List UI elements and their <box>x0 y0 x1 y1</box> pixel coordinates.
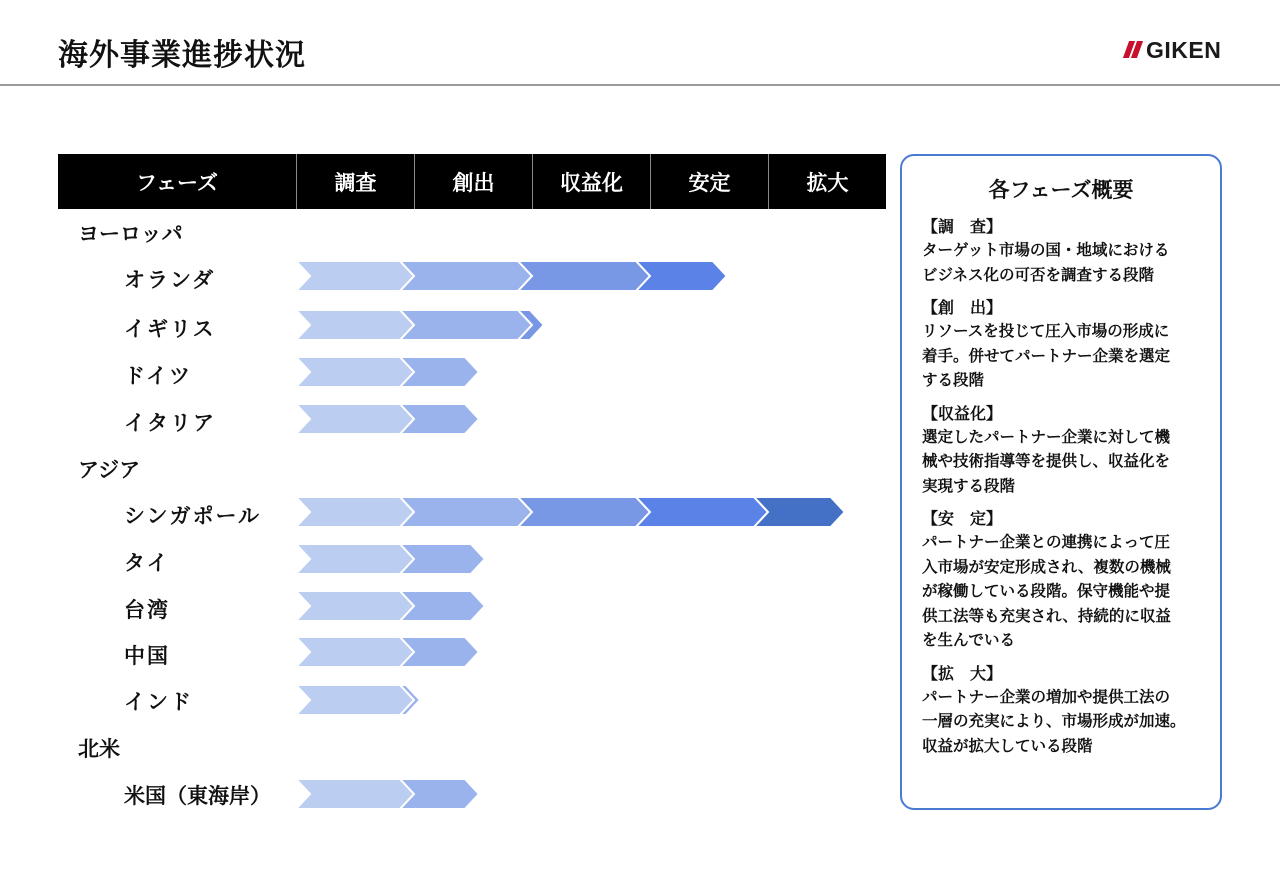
phase-chevron <box>400 261 532 291</box>
phase-chevron <box>518 497 650 527</box>
phase-summary-panel <box>900 154 1222 810</box>
phase-header-expansion: 拡大 <box>768 154 886 209</box>
summary-heading: 【収益化】 <box>922 403 1003 423</box>
phase-header-survey: 調査 <box>296 154 414 209</box>
summary-heading: 【創 出】 <box>922 298 1003 317</box>
summary-item-monetization <box>922 403 1212 499</box>
phase-chevron <box>296 685 414 715</box>
phase-chevron <box>400 310 532 340</box>
country-label: イギリス <box>124 317 216 341</box>
phase-chevron <box>400 544 485 574</box>
summary-desc: パートナー企業の増加や提供工法の 一層の充実により、市場形成が加速。 収益が拡大している段階 <box>922 687 1186 755</box>
country-label: インド <box>124 690 193 714</box>
country-label: 米国（東海岸） <box>124 784 271 808</box>
country-label: イタリア <box>124 411 216 435</box>
summary-heading: 【安 定】 <box>922 509 1003 528</box>
phase-chevron <box>296 357 414 387</box>
phase-chevron <box>754 497 845 527</box>
phase-chevron <box>296 497 414 527</box>
country-label: オランダ <box>124 268 216 292</box>
phase-chevron <box>400 591 485 621</box>
phase-header-creation: 創出 <box>414 154 532 209</box>
phase-header-stable: 安定 <box>650 154 768 209</box>
phase-chevron <box>296 544 414 574</box>
summary-desc: 選定したパートナー企業に対して機 械や技術指導等を提供し、収益化を 実現する段階 <box>922 427 1171 495</box>
summary-heading: 【拡 大】 <box>922 663 1003 683</box>
phase-chevron <box>518 261 650 291</box>
summary-desc: パートナー企業との連携によって圧 入市場が安定形成され、複数の機械 が稼働している段階。保守機能や提 供工法等も充実され、持続的に収益 を生んでいる <box>922 533 1171 649</box>
summary-heading: 【調 査】 <box>922 217 1003 236</box>
phase-chevron <box>296 637 414 667</box>
phase-header-label: フェーズ <box>136 170 218 195</box>
phase-chevron <box>636 497 768 527</box>
page-title: 海外事業進捗状況 <box>58 38 306 73</box>
country-label: ドイツ <box>124 364 192 388</box>
summary-item-stable <box>922 508 1212 653</box>
phase-chevron <box>296 404 414 434</box>
summary-desc: ターゲット市場の国・地域における ビジネス化の可否を調査する段階 <box>922 241 1170 284</box>
phase-chevron <box>636 261 727 291</box>
country-label: 中国 <box>124 644 170 668</box>
group-label-north-america: 北米 <box>78 737 120 761</box>
phase-chevron <box>296 261 414 291</box>
country-label: シンガポール <box>124 504 262 528</box>
summary-item-survey <box>922 216 1212 287</box>
group-label-europe: ヨーロッパ <box>78 222 183 246</box>
phase-header-monetization: 収益化 <box>532 154 650 209</box>
summary-item-expansion <box>922 663 1212 759</box>
country-label: 台湾 <box>124 598 170 622</box>
phase-chevron <box>400 497 532 527</box>
summary-title: 各フェーズ概要 <box>988 178 1134 202</box>
phase-chevron <box>296 591 414 621</box>
phase-chevron <box>296 779 414 809</box>
summary-item-creation <box>922 297 1212 393</box>
group-label-asia: アジア <box>78 458 141 482</box>
country-label: タイ <box>124 551 170 575</box>
summary-desc: リソースを投じて圧入市場の形成に 着手。併せてパートナー企業を選定 する段階 <box>922 322 1171 389</box>
phase-chevron <box>296 310 414 340</box>
logo-text: GIKEN <box>1146 37 1222 63</box>
